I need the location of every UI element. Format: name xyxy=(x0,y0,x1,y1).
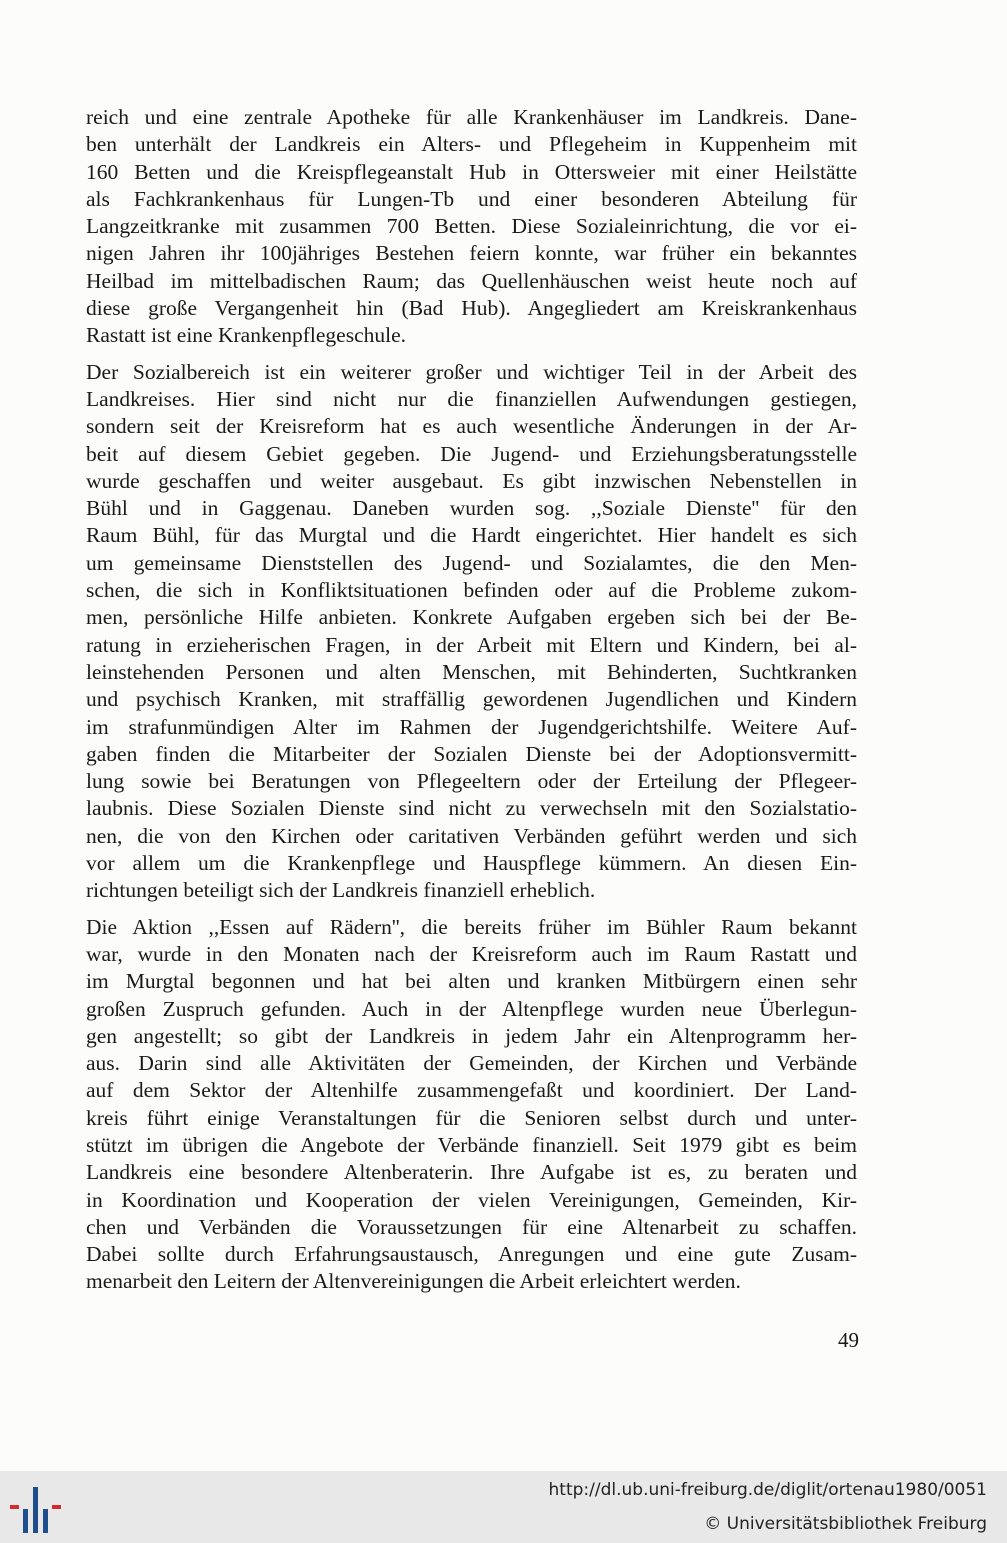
text-line: Langzeitkranke mit zusammen 700 Betten. Diese Sozialeinrichtung, die vor ei- xyxy=(86,214,857,239)
text-line: diese große Vergangenheit hin (Bad Hub). Angegliedert am Kreiskrankenhaus xyxy=(86,296,857,321)
text-line: Raum Bühl, für das Murgtal und die Hardt eingerichtet. Hier handelt es sich xyxy=(86,523,857,548)
text-line: Bühl und in Gaggenau. Daneben wurden sog. ,,Soziale Dienste'' für den xyxy=(86,496,857,521)
body-text xyxy=(86,104,857,1305)
text-line: men, persönliche Hilfe anbieten. Konkrete Aufgaben ergeben sich bei der Be- xyxy=(86,605,857,630)
ub-freiburg-logo-icon[interactable] xyxy=(8,1481,64,1537)
text-line: richtungen beteiligt sich der Landkreis finanziell erheblich. xyxy=(86,878,596,903)
text-line: kreis führt einige Veranstaltungen für die Senioren selbst durch und unter- xyxy=(86,1105,857,1130)
text-line: Rastatt ist eine Krankenpflegeschule. xyxy=(86,323,407,348)
text-line: Die Aktion ,,Essen auf Rädern'', die bereits früher im Bühler Raum bekannt xyxy=(86,914,857,939)
text-line: war, wurde in den Monaten nach der Kreisreform auch im Raum Rastatt und xyxy=(86,941,857,966)
text-line: menarbeit den Leitern der Altenvereinigungen die Arbeit erleichtert werden. xyxy=(86,1269,741,1294)
text-line: auf dem Sektor der Altenhilfe zusammengefaßt und koordiniert. Der Land- xyxy=(86,1078,857,1103)
text-line: schen, die sich in Konfliktsituationen befinden oder auf die Probleme zukom- xyxy=(86,578,857,603)
text-line: aus. Darin sind alle Aktivitäten der Gemeinden, der Kirchen und Verbände xyxy=(86,1051,857,1076)
text-line: nigen Jahren ihr 100jähriges Bestehen feiern konnte, war früher ein bekanntes xyxy=(86,241,857,266)
text-line: beit auf diesem Gebiet gegeben. Die Jugend- und Erziehungsberatungsstelle xyxy=(86,441,857,466)
text-line: Dabei sollte durch Erfahrungsaustausch, Anregungen und eine gute Zusam- xyxy=(86,1242,857,1267)
text-line: chen und Verbänden die Voraussetzungen für eine Altenarbeit zu schaffen. xyxy=(86,1214,857,1239)
text-line: laubnis. Diese Sozialen Dienste sind nicht zu verwechseln mit den Sozialstatio- xyxy=(86,796,857,821)
text-line: um gemeinsame Dienststellen des Jugend- und Sozialamtes, die den Men- xyxy=(86,550,857,575)
text-line: 160 Betten und die Kreispflegeanstalt Hub in Ottersweier mit einer Heilstätte xyxy=(86,159,857,184)
paragraph xyxy=(86,914,857,1296)
footer-url-link[interactable]: http://dl.ub.uni-freiburg.de/diglit/ortenau1980/0051 xyxy=(548,1480,987,1500)
text-line: nen, die von den Kirchen oder caritativen Verbänden geführt werden und sich xyxy=(86,823,857,848)
text-line: im strafunmündigen Alter im Rahmen der Jugendgerichtshilfe. Weitere Auf- xyxy=(86,714,857,739)
text-line: sondern seit der Kreisreform hat es auch wesentliche Änderungen in der Ar- xyxy=(86,414,857,439)
text-line: lung sowie bei Beratungen von Pflegeeltern oder der Erteilung der Pflegeer- xyxy=(86,769,857,794)
text-line: als Fachkrankenhaus für Lungen-Tb und einer besonderen Abteilung für xyxy=(86,186,857,211)
footer-copyright: © Universitätsbibliothek Freiburg xyxy=(704,1514,987,1534)
text-line: im Murgtal begonnen und hat bei alten und kranken Mitbürgern einen sehr xyxy=(86,969,857,994)
page-number: 49 xyxy=(838,1328,859,1352)
text-line: Landkreis eine besondere Altenberaterin. Ihre Aufgabe ist es, zu beraten und xyxy=(86,1160,857,1185)
text-line: vor allem um die Krankenpflege und Hauspflege kümmern. An diesen Ein- xyxy=(86,851,857,876)
paragraph xyxy=(86,104,857,350)
text-line: großen Zuspruch gefunden. Auch in der Altenpflege wurden neue Überlegun- xyxy=(86,996,857,1021)
text-line: Der Sozialbereich ist ein weiterer großer und wichtiger Teil in der Arbeit des xyxy=(86,359,857,384)
paragraph xyxy=(86,359,857,905)
text-line: gen angestellt; so gibt der Landkreis in jedem Jahr ein Altenprogramm her- xyxy=(86,1023,857,1048)
text-line: leinstehenden Personen und alten Menschen, mit Behinderten, Suchtkranken xyxy=(86,659,857,684)
text-line: wurde geschaffen und weiter ausgebaut. Es gibt inzwischen Nebenstellen in xyxy=(86,468,857,493)
text-line: reich und eine zentrale Apotheke für alle Krankenhäuser im Landkreis. Dane- xyxy=(86,105,857,129)
text-line: Heilbad im mittelbadischen Raum; das Quellenhäuschen weist heute noch auf xyxy=(86,268,857,293)
text-line: ben unterhält der Landkreis ein Alters- und Pflegeheim in Kuppenheim mit xyxy=(86,132,857,157)
text-line: in Koordination und Kooperation der vielen Vereinigungen, Gemeinden, Kir- xyxy=(86,1187,857,1212)
text-line: stützt im übrigen die Angebote der Verbände finanziell. Seit 1979 gibt es beim xyxy=(86,1132,857,1157)
text-line: und psychisch Kranken, mit straffällig gewordenen Jugendlichen und Kindern xyxy=(86,687,857,712)
text-line: Landkreises. Hier sind nicht nur die finanziellen Aufwendungen gestiegen, xyxy=(86,386,857,411)
text-line: gaben finden die Mitarbeiter der Sozialen Dienste bei der Adoptionsvermitt- xyxy=(86,741,857,766)
text-line: ratung in erzieherischen Fragen, in der Arbeit mit Eltern und Kindern, bei al- xyxy=(86,632,857,657)
footer-bar xyxy=(0,1471,1007,1543)
